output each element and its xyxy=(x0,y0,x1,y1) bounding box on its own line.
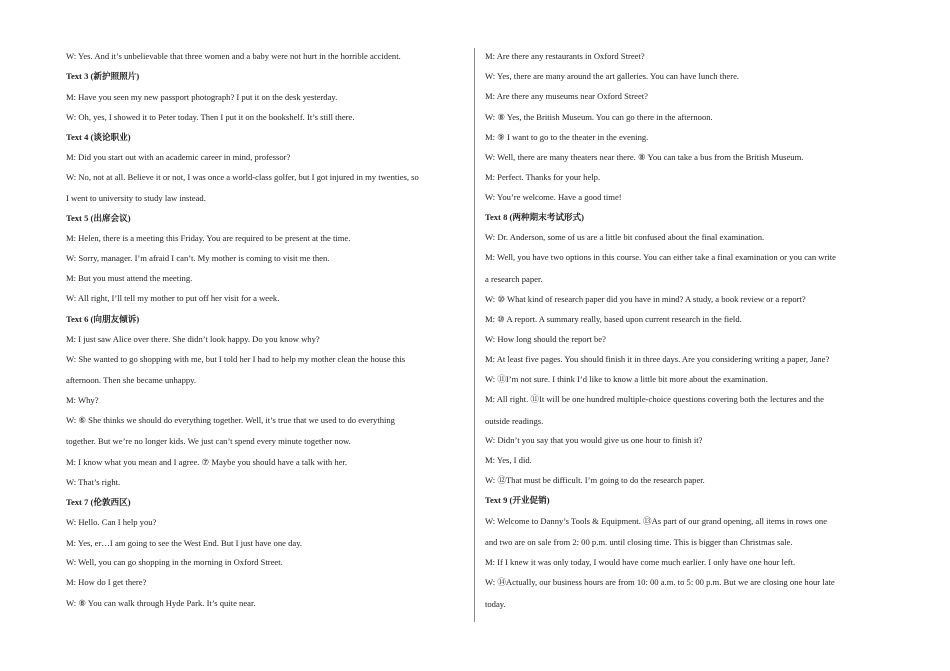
dialogue-line: M: I know what you mean and I agree. ⑦ Maybe you should have a talk with her. xyxy=(66,457,347,467)
dialogue-line: outside readings. xyxy=(485,416,544,426)
dialogue-line: M: If I knew it was only today, I would have come much earlier. I only have one hour left. xyxy=(485,557,796,567)
dialogue-line: M: Well, you have two options in this course. You can either take a final examination or you can write xyxy=(485,252,836,262)
dialogue-line: M: Yes, er…I am going to see the West End. But I just have one day. xyxy=(66,538,303,548)
column-divider xyxy=(474,48,475,622)
dialogue-line: W: ⑧ Yes, the British Museum. You can go there in the afternoon. xyxy=(485,112,713,122)
dialogue-line: M: I just saw Alice over there. She didn’t look happy. Do you know why? xyxy=(66,334,320,344)
dialogue-line: W: ⑩ What kind of research paper did you have in mind? A study, a book review or a report? xyxy=(485,294,806,304)
dialogue-line: afternoon. Then she became unhappy. xyxy=(66,375,197,385)
dialogue-line: M: ⑨ I want to go to the theater in the evening. xyxy=(485,132,649,142)
dialogue-line: W: That’s right. xyxy=(66,477,121,487)
dialogue-line: W: No, not at all. Believe it or not, I was once a world-class golfer, but I got injured in my twenties, so xyxy=(66,172,419,182)
section-heading: Text 5 (出席会议) xyxy=(66,213,131,223)
dialogue-line: W: ⑫That must be difficult. I’m going to do the research paper. xyxy=(485,475,705,485)
dialogue-line: W: ⑧ You can walk through Hyde Park. It’s quite near. xyxy=(66,598,256,608)
dialogue-line: together. But we’re no longer kids. We just can’t spend every minute together now. xyxy=(66,436,351,446)
dialogue-line: W: Well, there are many theaters near there. ⑧ You can take a bus from the British Museum. xyxy=(485,152,804,162)
dialogue-line: W: ⑪I’m not sure. I think I’d like to know a little bit more about the examination. xyxy=(485,374,768,384)
dialogue-line: M: How do I get there? xyxy=(66,577,147,587)
dialogue-line: M: Are there any museums near Oxford Street? xyxy=(485,91,648,101)
section-heading: Text 3 (新护照照片) xyxy=(66,71,140,81)
dialogue-line: M: Why? xyxy=(66,395,99,405)
section-heading: Text 7 (伦敦西区) xyxy=(66,497,131,507)
dialogue-line: and two are on sale from 2: 00 p.m. until closing time. This is bigger than Christmas sale. xyxy=(485,537,793,547)
dialogue-line: W: Yes, there are many around the art galleries. You can have lunch there. xyxy=(485,71,740,81)
dialogue-line: M: All right. ⑪It will be one hundred multiple-choice questions covering both the lectures and the xyxy=(485,394,824,404)
dialogue-line: M: At least five pages. You should finish it in three days. Are you considering writing a paper, Jane? xyxy=(485,354,830,364)
dialogue-line: M: But you must attend the meeting. xyxy=(66,273,193,283)
dialogue-line: W: Dr. Anderson, some of us are a little bit confused about the final examination. xyxy=(485,232,765,242)
dialogue-line: W: Well, you can go shopping in the morning in Oxford Street. xyxy=(66,557,283,567)
dialogue-line: W: Yes. And it’s unbelievable that three women and a baby were not hurt in the horrible accident. xyxy=(66,51,401,61)
dialogue-line: W: Welcome to Danny’s Tools & Equipment. ⑬As part of our grand opening, all items in rows one xyxy=(485,516,828,526)
section-heading: Text 4 (谈论职业) xyxy=(66,132,131,142)
dialogue-line: M: Have you seen my new passport photograph? I put it on the desk yesterday. xyxy=(66,92,338,102)
dialogue-line: W: All right, I’ll tell my mother to put off her visit for a week. xyxy=(66,293,280,303)
section-heading: Text 6 (向朋友倾诉) xyxy=(66,314,140,324)
dialogue-line: W: Hello. Can I help you? xyxy=(66,517,157,527)
dialogue-line: M: Are there any restaurants in Oxford Street? xyxy=(485,51,645,61)
dialogue-line: M: Perfect. Thanks for your help. xyxy=(485,172,601,182)
dialogue-line: a research paper. xyxy=(485,274,543,284)
dialogue-line: M: Yes, I did. xyxy=(485,455,532,465)
dialogue-line: M: Helen, there is a meeting this Friday. You are required to be present at the time. xyxy=(66,233,351,243)
dialogue-line: W: She wanted to go shopping with me, but I told her I had to help my mother clean the house this xyxy=(66,354,406,364)
dialogue-line: M: ⑩ A report. A summary really, based upon current research in the field. xyxy=(485,314,742,324)
dialogue-line: W: ⑭Actually, our business hours are from 10: 00 a.m. to 5: 00 p.m. But we are closing one hour late xyxy=(485,577,835,587)
dialogue-line: W: You’re welcome. Have a good time! xyxy=(485,192,622,202)
dialogue-line: W: How long should the report be? xyxy=(485,334,606,344)
dialogue-line: M: Did you start out with an academic career in mind, professor? xyxy=(66,152,291,162)
dialogue-line: I went to university to study law instead. xyxy=(66,193,206,203)
section-heading: Text 9 (开业促销) xyxy=(485,495,550,505)
dialogue-line: today. xyxy=(485,599,506,609)
dialogue-line: W: Sorry, manager. I’m afraid I can’t. My mother is coming to visit me then. xyxy=(66,253,330,263)
dialogue-line: W: ⑥ She thinks we should do everything together. Well, it’s true that we used to do everything xyxy=(66,415,395,425)
dialogue-line: W: Didn’t you say that you would give us one hour to finish it? xyxy=(485,435,703,445)
section-heading: Text 8 (两种期末考试形式) xyxy=(485,212,584,222)
dialogue-line: W: Oh, yes, I showed it to Peter today. Then I put it on the bookshelf. It’s still there. xyxy=(66,112,355,122)
